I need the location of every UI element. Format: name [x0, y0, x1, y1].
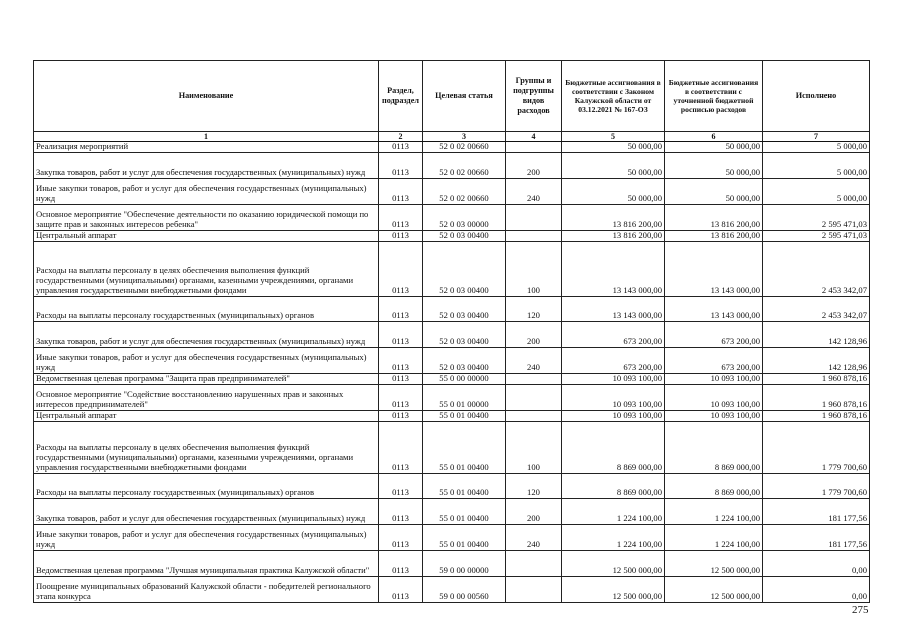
row-group: 240	[506, 348, 562, 374]
row-target: 55 0 01 00000	[423, 385, 506, 411]
row-group	[506, 374, 562, 385]
column-number-row	[34, 132, 870, 142]
row-name: Закупка товаров, работ и услуг для обеспечения государственных (муниципальных) нужд	[34, 153, 379, 179]
row-name: Ведомственная целевая программа "Лучшая муниципальная практика Калужской области"	[34, 551, 379, 577]
row-section: 0113	[379, 179, 423, 205]
row-group	[506, 142, 562, 153]
header-executed: Исполнено	[763, 61, 870, 132]
row-section: 0113	[379, 142, 423, 153]
row-section: 0113	[379, 525, 423, 551]
row-section: 0113	[379, 322, 423, 348]
table-row	[34, 474, 870, 499]
row-law-amount: 10 093 100,00	[562, 374, 665, 385]
table-row	[34, 297, 870, 322]
row-group: 200	[506, 153, 562, 179]
row-executed-amount: 5 000,00	[763, 179, 870, 205]
row-group: 100	[506, 422, 562, 474]
row-target: 52 0 02 00660	[423, 153, 506, 179]
row-roster-amount: 12 500 000,00	[665, 577, 763, 603]
row-section: 0113	[379, 297, 423, 322]
column-number: 4	[506, 132, 562, 142]
row-name: Основное мероприятие "Обеспечение деятельности по оказанию юридической помощи по защите прав и законных интересов ребенка"	[34, 205, 379, 231]
column-number: 5	[562, 132, 665, 142]
row-name: Расходы на выплаты персоналу государственных (муниципальных) органов	[34, 474, 379, 499]
row-target: 55 0 01 00400	[423, 411, 506, 422]
row-target: 52 0 03 00400	[423, 297, 506, 322]
row-roster-amount: 12 500 000,00	[665, 551, 763, 577]
row-executed-amount: 1 779 700,60	[763, 474, 870, 499]
row-name: Центральный аппарат	[34, 411, 379, 422]
row-law-amount: 12 500 000,00	[562, 577, 665, 603]
row-target: 52 0 03 00000	[423, 205, 506, 231]
row-executed-amount: 2 453 342,07	[763, 242, 870, 297]
row-law-amount: 8 869 000,00	[562, 474, 665, 499]
row-section: 0113	[379, 474, 423, 499]
table-row	[34, 242, 870, 297]
row-executed-amount: 5 000,00	[763, 153, 870, 179]
table-row	[34, 142, 870, 153]
row-law-amount: 13 816 200,00	[562, 231, 665, 242]
row-name: Основное мероприятие "Содействие восстановлению нарушенных прав и законных интересов предпринимателей"	[34, 385, 379, 411]
row-law-amount: 673 200,00	[562, 348, 665, 374]
table-row	[34, 551, 870, 577]
row-group: 240	[506, 525, 562, 551]
row-executed-amount: 1 960 878,16	[763, 374, 870, 385]
row-name: Центральный аппарат	[34, 231, 379, 242]
table-row	[34, 577, 870, 603]
row-group	[506, 231, 562, 242]
row-law-amount: 50 000,00	[562, 153, 665, 179]
row-roster-amount: 673 200,00	[665, 348, 763, 374]
row-roster-amount: 50 000,00	[665, 142, 763, 153]
row-target: 52 0 03 00400	[423, 322, 506, 348]
row-target: 52 0 02 00660	[423, 142, 506, 153]
row-target: 59 0 00 00000	[423, 551, 506, 577]
row-group: 200	[506, 322, 562, 348]
row-name: Иные закупки товаров, работ и услуг для обеспечения государственных (муниципальных) нужд	[34, 179, 379, 205]
row-name: Закупка товаров, работ и услуг для обеспечения государственных (муниципальных) нужд	[34, 322, 379, 348]
row-roster-amount: 10 093 100,00	[665, 385, 763, 411]
row-target: 55 0 01 00400	[423, 474, 506, 499]
row-name: Иные закупки товаров, работ и услуг для обеспечения государственных (муниципальных) нужд	[34, 525, 379, 551]
table-row	[34, 422, 870, 474]
row-group	[506, 385, 562, 411]
column-number: 2	[379, 132, 423, 142]
row-law-amount: 10 093 100,00	[562, 411, 665, 422]
row-target: 52 0 03 00400	[423, 242, 506, 297]
row-section: 0113	[379, 153, 423, 179]
row-section: 0113	[379, 231, 423, 242]
row-roster-amount: 10 093 100,00	[665, 374, 763, 385]
row-group: 240	[506, 179, 562, 205]
row-section: 0113	[379, 242, 423, 297]
table-row	[34, 374, 870, 385]
row-section: 0113	[379, 499, 423, 525]
row-law-amount: 673 200,00	[562, 322, 665, 348]
row-executed-amount: 2 595 471,03	[763, 205, 870, 231]
row-executed-amount: 2 453 342,07	[763, 297, 870, 322]
row-roster-amount: 673 200,00	[665, 322, 763, 348]
row-target: 55 0 01 00400	[423, 525, 506, 551]
row-law-amount: 13 143 000,00	[562, 297, 665, 322]
row-name: Закупка товаров, работ и услуг для обеспечения государственных (муниципальных) нужд	[34, 499, 379, 525]
row-group: 120	[506, 474, 562, 499]
row-name: Реализация мероприятий	[34, 142, 379, 153]
row-target: 55 0 00 00000	[423, 374, 506, 385]
table-row	[34, 231, 870, 242]
row-roster-amount: 50 000,00	[665, 179, 763, 205]
column-number: 7	[763, 132, 870, 142]
row-target: 52 0 02 00660	[423, 179, 506, 205]
row-group	[506, 577, 562, 603]
row-name: Расходы на выплаты персоналу государственных (муниципальных) органов	[34, 297, 379, 322]
row-roster-amount: 1 224 100,00	[665, 525, 763, 551]
row-name: Поощрение муниципальных образований Калужской области - победителей регионального этапа конкурса	[34, 577, 379, 603]
table-row	[34, 499, 870, 525]
table-row	[34, 205, 870, 231]
row-group	[506, 551, 562, 577]
row-roster-amount: 13 816 200,00	[665, 205, 763, 231]
row-law-amount: 10 093 100,00	[562, 385, 665, 411]
table-row	[34, 411, 870, 422]
row-target: 52 0 03 00400	[423, 231, 506, 242]
row-law-amount: 1 224 100,00	[562, 499, 665, 525]
row-law-amount: 1 224 100,00	[562, 525, 665, 551]
row-executed-amount: 0,00	[763, 577, 870, 603]
row-executed-amount: 2 595 471,03	[763, 231, 870, 242]
row-section: 0113	[379, 551, 423, 577]
row-law-amount: 13 143 000,00	[562, 242, 665, 297]
row-name: Расходы на выплаты персоналу в целях обеспечения выполнения функций государственными (муниципальными) органами, казенными учреждениями, органами управления государственными внебюджетными фондами	[34, 242, 379, 297]
row-section: 0113	[379, 205, 423, 231]
row-law-amount: 8 869 000,00	[562, 422, 665, 474]
header-target-article: Целевая статья	[423, 61, 506, 132]
row-executed-amount: 1 779 700,60	[763, 422, 870, 474]
column-number: 3	[423, 132, 506, 142]
row-group: 100	[506, 242, 562, 297]
column-number: 6	[665, 132, 763, 142]
table-row	[34, 153, 870, 179]
row-name: Ведомственная целевая программа "Защита прав предпринимателей"	[34, 374, 379, 385]
row-executed-amount: 181 177,56	[763, 499, 870, 525]
row-section: 0113	[379, 374, 423, 385]
row-law-amount: 13 816 200,00	[562, 205, 665, 231]
row-executed-amount: 142 128,96	[763, 322, 870, 348]
row-section: 0113	[379, 577, 423, 603]
table-row	[34, 179, 870, 205]
row-roster-amount: 50 000,00	[665, 153, 763, 179]
row-group: 200	[506, 499, 562, 525]
row-target: 52 0 03 00400	[423, 348, 506, 374]
row-law-amount: 50 000,00	[562, 179, 665, 205]
row-executed-amount: 5 000,00	[763, 142, 870, 153]
row-target: 59 0 00 00560	[423, 577, 506, 603]
row-roster-amount: 10 093 100,00	[665, 411, 763, 422]
row-executed-amount: 181 177,56	[763, 525, 870, 551]
row-roster-amount: 13 143 000,00	[665, 297, 763, 322]
row-law-amount: 50 000,00	[562, 142, 665, 153]
row-roster-amount: 13 143 000,00	[665, 242, 763, 297]
row-law-amount: 12 500 000,00	[562, 551, 665, 577]
header-roster-allocation: Бюджетные ассигнования в соответствии с уточненной бюджетной росписью расходов	[665, 61, 763, 132]
row-target: 55 0 01 00400	[423, 499, 506, 525]
row-roster-amount: 1 224 100,00	[665, 499, 763, 525]
header-section: Раздел, подраздел	[379, 61, 423, 132]
table-row	[34, 525, 870, 551]
row-executed-amount: 1 960 878,16	[763, 385, 870, 411]
page-number: 275	[852, 604, 869, 616]
row-name: Расходы на выплаты персоналу в целях обеспечения выполнения функций государственными (муниципальными) органами, казенными учреждениями, органами управления государственными внебюджетными фондами	[34, 422, 379, 474]
header-row	[34, 61, 870, 132]
row-section: 0113	[379, 348, 423, 374]
row-roster-amount: 13 816 200,00	[665, 231, 763, 242]
row-name: Иные закупки товаров, работ и услуг для обеспечения государственных (муниципальных) нужд	[34, 348, 379, 374]
row-target: 55 0 01 00400	[423, 422, 506, 474]
row-roster-amount: 8 869 000,00	[665, 474, 763, 499]
header-expense-group: Группы и подгруппы видов расходов	[506, 61, 562, 132]
row-roster-amount: 8 869 000,00	[665, 422, 763, 474]
row-group	[506, 205, 562, 231]
row-section: 0113	[379, 411, 423, 422]
row-group	[506, 411, 562, 422]
row-group: 120	[506, 297, 562, 322]
table-row	[34, 385, 870, 411]
table-row	[34, 348, 870, 374]
row-executed-amount: 142 128,96	[763, 348, 870, 374]
row-executed-amount: 0,00	[763, 551, 870, 577]
table-row	[34, 322, 870, 348]
header-law-allocation: Бюджетные ассигнования в соответствии с Законом Калужской области от 03.12.2021 № 167-ОЗ	[562, 61, 665, 132]
row-executed-amount: 1 960 878,16	[763, 411, 870, 422]
header-name: Наименование	[34, 61, 379, 132]
budget-execution-table	[33, 60, 870, 603]
row-section: 0113	[379, 385, 423, 411]
row-section: 0113	[379, 422, 423, 474]
column-number: 1	[34, 132, 379, 142]
